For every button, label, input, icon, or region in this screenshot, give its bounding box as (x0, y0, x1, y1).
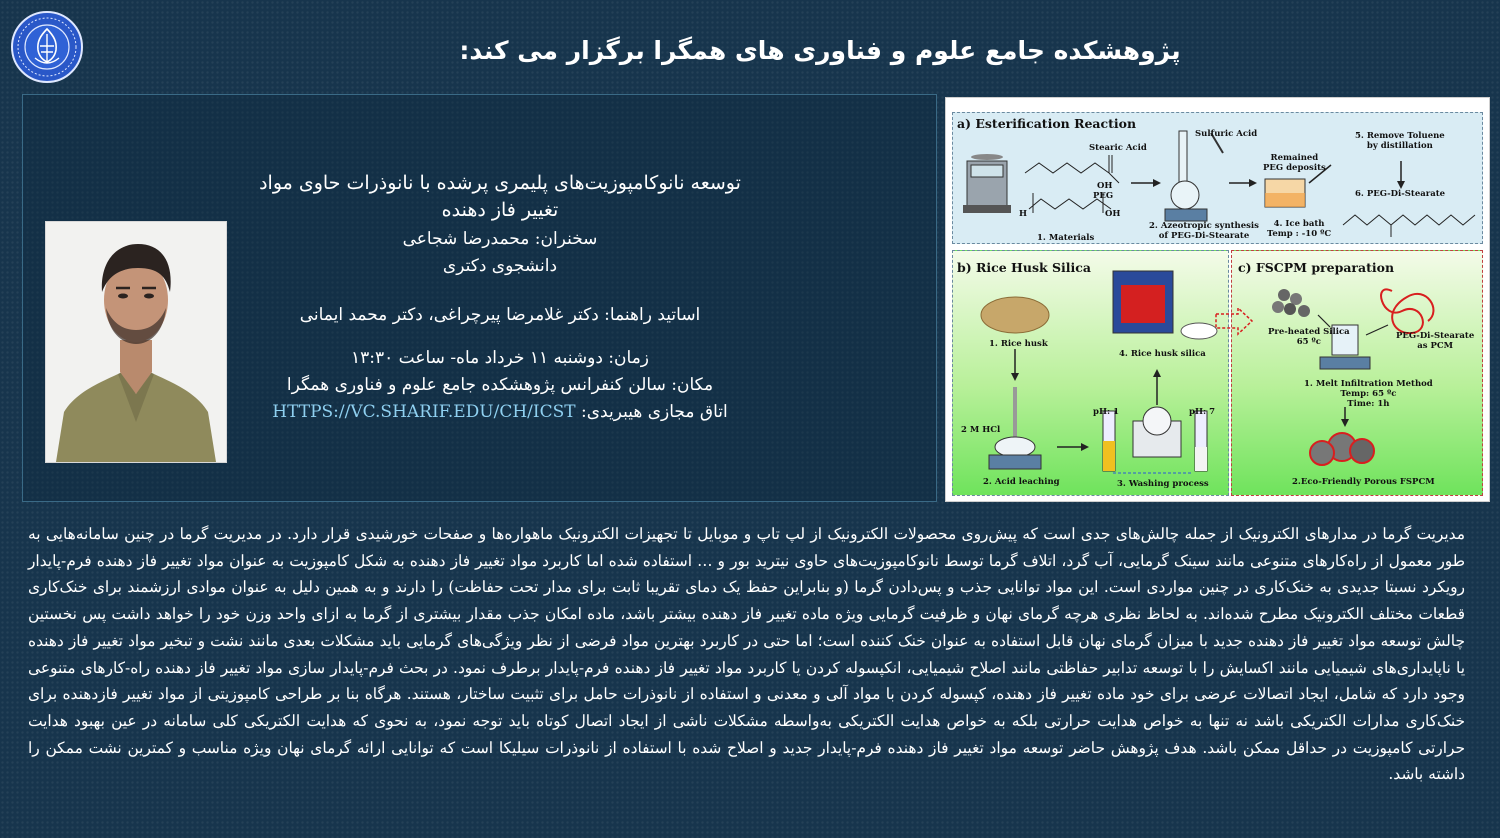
speaker-photo (45, 221, 227, 463)
hybrid-room-link[interactable]: HTTPS://VC.SHARIF.EDU/CH/ICST (272, 402, 576, 422)
eco-friendly-label: 2.Eco-Friendly Porous FSPCM (1292, 477, 1435, 487)
ice-line2: Temp : -10 ºC (1267, 229, 1332, 239)
pcm-line1: PEG-Di-Stearate (1396, 331, 1475, 341)
rice-husk-silica-label: 4. Rice husk silica (1119, 349, 1206, 359)
melt-infiltration-label (1304, 379, 1433, 409)
header-title: پژوهشکده جامع علوم و فناوری های همگرا برگزار می کند: (459, 36, 1181, 65)
melt-line2: Temp: 65 ºc (1340, 389, 1397, 399)
panel-c-heading: c) FSCPM preparation (1238, 260, 1395, 275)
seminar-location: مکان: سالن کنفرانس پژوهشکده جامع علوم و فناوری همگرا (286, 375, 714, 395)
transfer-arrow-icon (1214, 306, 1254, 336)
washing-label: 3. Washing process (1117, 479, 1209, 489)
remained-line1: Remained (1270, 153, 1319, 163)
speaker-name: سخنران: محمدرضا شجاعی (402, 229, 598, 249)
ph1-label: pH: 1 (1093, 407, 1119, 417)
pcm-line2: as PCM (1417, 341, 1454, 351)
hcl-label: 2 M HCl (961, 425, 1001, 435)
preheated-line2: 65 ºc (1296, 337, 1321, 347)
remained-label (1263, 153, 1326, 173)
panel-b-heading: b) Rice Husk Silica (957, 260, 1091, 275)
h-label: H (1019, 209, 1028, 219)
remove-line1: 5. Remove Toluene (1355, 131, 1445, 141)
panel-esterification (952, 112, 1483, 244)
seminar-title: توسعه نانوکامپوزیت‌های پلیمری پرشده با نانوذرات حاوی مواد تغییر فاز دهنده (259, 172, 741, 221)
ph7-label: pH: 7 (1189, 407, 1215, 417)
remove-toluene-label (1355, 131, 1445, 151)
panel-fscpm (1231, 250, 1483, 496)
azeotropic-line1: 2. Azeotropic synthesis (1149, 221, 1259, 231)
melt-line3: Time: 1h (1347, 399, 1390, 409)
process-figure (945, 97, 1490, 502)
hybrid-room-label: اتاق مجازی هیبریدی: (581, 402, 728, 422)
preheated-line1: Pre-heated Silica (1268, 327, 1350, 337)
ice-line1: 4. Ice bath (1273, 219, 1325, 229)
university-logo-icon (10, 10, 84, 84)
ice-bath-label (1267, 219, 1331, 239)
oh-label-2: OH (1105, 209, 1121, 219)
oh-label-1: OH (1097, 181, 1113, 191)
seminar-time: زمان: دوشنبه ۱۱ خرداد ماه- ساعت ۱۳:۳۰ (350, 348, 650, 368)
stearic-acid-label: Stearic Acid (1089, 143, 1147, 153)
melt-line1: 1. Melt Infiltration Method (1304, 379, 1433, 389)
remained-line2: PEG deposits (1263, 163, 1326, 173)
hybrid-room (240, 399, 760, 426)
panel-a-heading: a) Esterification Reaction (957, 116, 1137, 131)
pcm-label (1396, 331, 1474, 351)
advisors: اساتید راهنما: دکتر غلامرضا پیرچراغی، دکتر محمد ایمانی (299, 305, 701, 325)
sulfuric-acid-label: Sulfuric Acid (1195, 129, 1258, 139)
azeotropic-label (1149, 221, 1259, 241)
peg-di-stearate-label: 6. PEG-Di-Stearate (1355, 189, 1446, 199)
abstract-paragraph: مدیریت گرما در مدارهای الکترونیک از جمله چالش‌های جدی است که پیش‌روی محصولات الکترونیک از لپ تاپ و موبایل تا تجهیزات الکترونیک ماهواره‌ها و صفحات خورشیدی قرار دارد. در مدیریت گرما در چنین سامانه‌هایی به طور معمول از راه‌کارهای متنوعی مانند سینک گرمایی، آب گرد، اتلاف گرما توسط نانوکامپوزیت‌های حاوی نیترید بور و … استفاده شده اما کاربرد مواد تغییر فاز دهنده به شکل کامپوزیت به عنوان مواد تغییر فاز دهنده فرم-پایدار رویکرد نسبتا جدیدی به خنک‌کاری در چنین مواردی است. این مواد توانایی جذب و پس‌دادن گرما (و بنابراین حفظ یک دمای تقریبا ثابت برای مدار تحت حفاظت) را دارند و به همین دلیل به عنوان موادی ارزشمند برای خنک‌کاری قطعات مختلف الکترونیک مطرح شده‌اند. به لحاظ نظری هرچه گرمای نهان و ظرفیت گرمایی ویژه ماده تغییر فاز دهنده بیشتر باشد، ماده امکان جذب مقدار بیشتری از گرما به ازای واحد وزن خود را خواهد داشت پس نخستین چالش توسعه مواد تغییر فاز دهنده جدید با میزان گرمای نهان قابل استفاده به عنوان خنک کننده است؛ اما حتی در کاربرد بهترین مواد فرضی از نظر ویژگی‌های گرمایی باید مشکلات بعدی مانند نشت و تبخیر مواد تغییر فاز دهنده یا ناپایداری‌های شیمیایی مانند اکسایش را با توسعه تدابیر حفاظتی مانند اصلاح شیمیایی، انکپسوله کردن یا کاربرد مواد تغییر فاز دهنده فرم-پایدار برطرف نمود. در بحث فرم-پایدار سازی مواد تغییر فاز دهنده راه-کارهای متنوعی وجود دارد که شامل، ایجاد اتصالات عرضی برای خود ماده تغییر فاز دهنده، کپسوله کردن با مواد آلی و معدنی و استفاده از نانوذرات حامل برای تثبیت ساختار، هستند. هرگاه بنا بر طراحی کامپوزیتی از مواد تغییر فازدهنده برای خنک‌کاری مدارات الکتریکی باشد نه تنها به خواص هدایت حرارتی بلکه به خواص هدایت الکتریکی به‌واسطه مشکلات ناشی از ایجاد اتصال کوتاه باید توجه نمود، به نحوی که هدایت الکتریکی کلی سامانه در عین بهبود هدایت حرارتی کامپوزیت در حداقل ممکن باشد. هدف پژوهش حاضر توسعه مواد تغییر فاز دهنده فرم-پایدار جدید و اصلاح شده با استفاده از نانوذرات سیلیکا است که توانایی ارائه گرمای نهان ویژه مناسب و کمترین نشت ممکن را داشته باشد. (28, 525, 1465, 784)
acid-leaching-label: 2. Acid leaching (983, 477, 1060, 487)
rice-husk-diagram (953, 251, 1230, 497)
materials-label: 1. Materials (1037, 233, 1095, 243)
rice-husk-label: 1. Rice husk (989, 339, 1048, 349)
seminar-details (240, 170, 760, 426)
remove-line2: by distillation (1366, 141, 1433, 151)
panel-rice-husk-silica (952, 250, 1229, 496)
fscpm-diagram (1232, 251, 1484, 497)
azeotropic-line2: of PEG-Di-Stearate (1158, 231, 1250, 241)
speaker-role: دانشجوی دکتری (442, 256, 558, 276)
preheated-silica-label (1268, 327, 1350, 347)
peg-label: PEG (1093, 191, 1114, 201)
